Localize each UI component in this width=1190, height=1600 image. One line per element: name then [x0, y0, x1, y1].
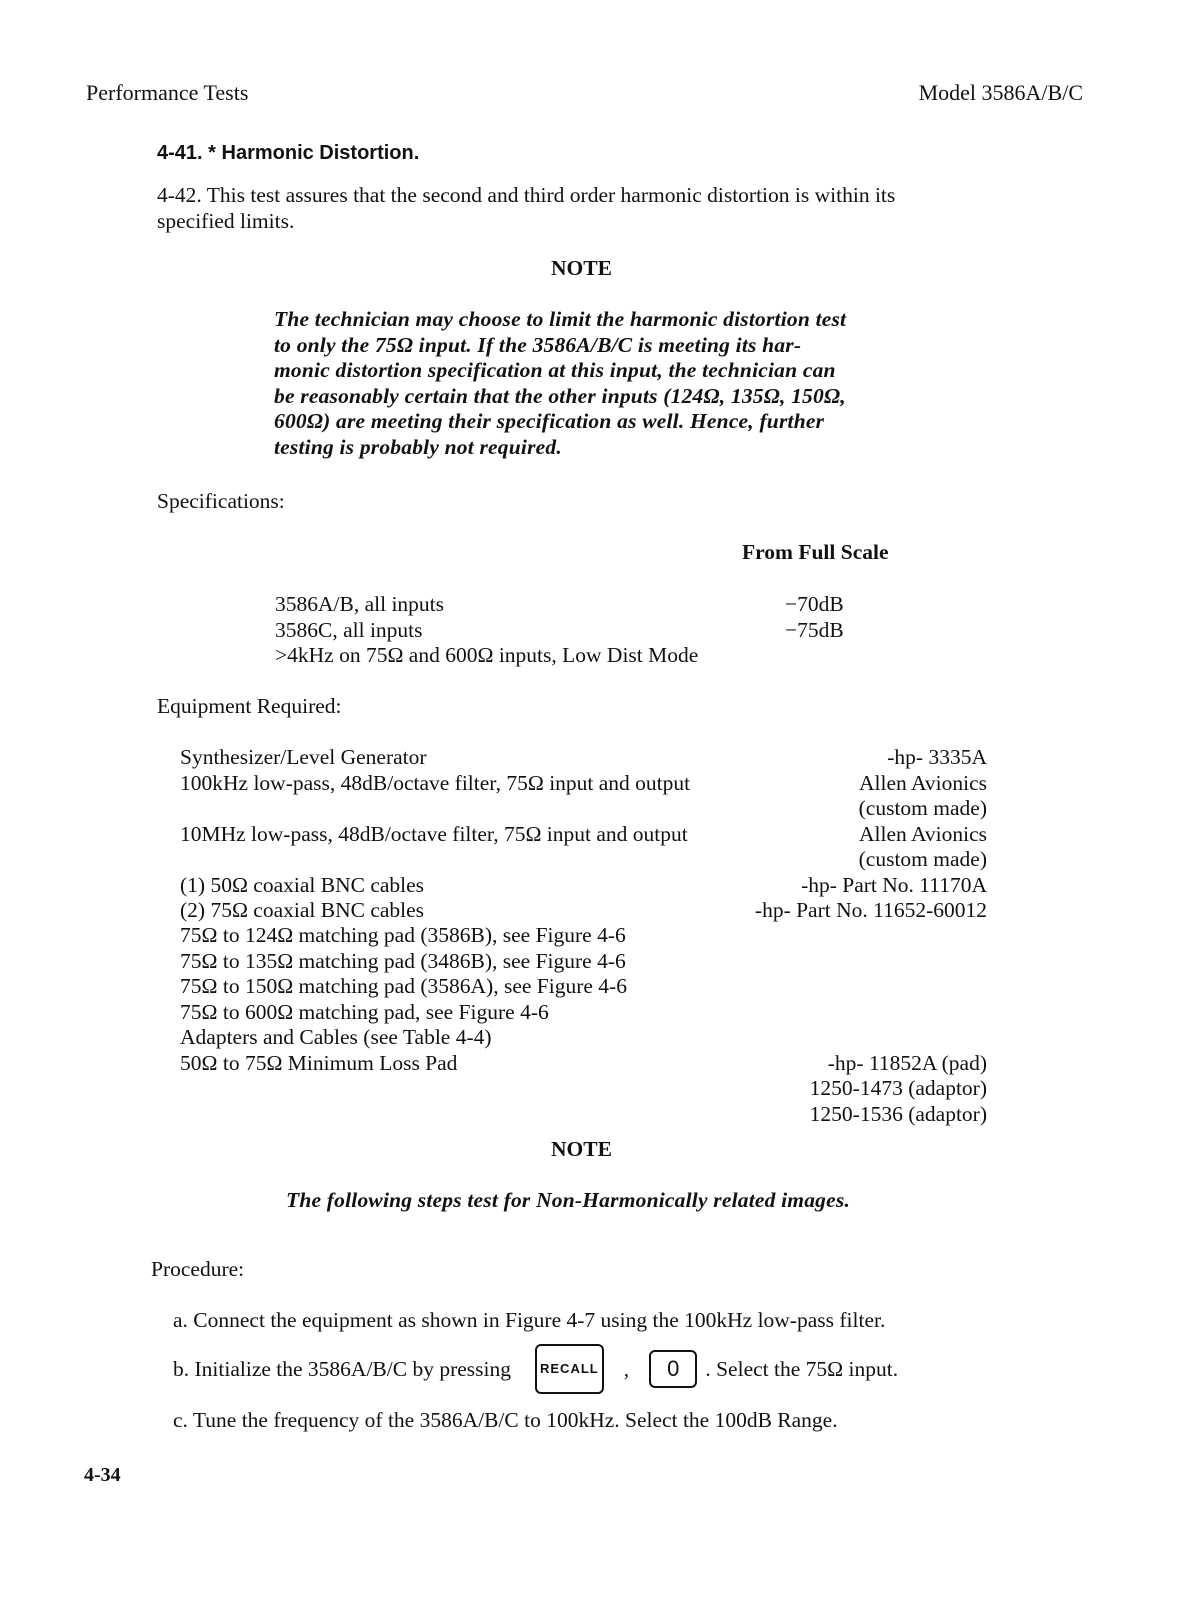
equipment-item: (2) 75Ω coaxial BNC cables — [180, 898, 425, 922]
equipment-value: Allen Avionics — [859, 771, 987, 795]
spec-item: >4kHz on 75Ω and 600Ω inputs, Low Dist Mode — [275, 643, 699, 667]
procedure-label: Procedure: — [151, 1257, 245, 1281]
recall-key-icon: RECALL — [535, 1344, 604, 1394]
equipment-value: (custom made) — [858, 796, 987, 820]
equipment-item: 75Ω to 124Ω matching pad (3586B), see Figure 4-6 — [180, 923, 626, 947]
equipment-value: 1250-1473 (adaptor) — [809, 1076, 987, 1100]
equipment-value: (custom made) — [858, 847, 987, 871]
specifications-label: Specifications: — [157, 489, 285, 513]
equipment-item: 75Ω to 600Ω matching pad, see Figure 4-6 — [180, 1000, 549, 1024]
spec-column-header: From Full Scale — [742, 540, 889, 564]
intro-line-1: 4-42. This test assures that the second and third order harmonic distortion is within its — [157, 183, 896, 207]
note-line: 600Ω) are meeting their specification as well. Hence, further — [274, 409, 825, 433]
equipment-item: (1) 50Ω coaxial BNC cables — [180, 873, 425, 897]
equipment-value: 1250-1536 (adaptor) — [809, 1102, 987, 1126]
spec-item: 3586C, all inputs — [275, 618, 423, 642]
spec-value: −70dB — [785, 592, 844, 616]
zero-key-icon: 0 — [649, 1350, 697, 1388]
equipment-value: -hp- 11852A (pad) — [827, 1051, 987, 1075]
note-text: The following steps test for Non-Harmonically related images. — [286, 1188, 851, 1212]
procedure-step-c: c. Tune the frequency of the 3586A/B/C to 100kHz. Select the 100dB Range. — [173, 1408, 838, 1432]
equipment-item: 75Ω to 150Ω matching pad (3586A), see Figure 4-6 — [180, 974, 627, 998]
equipment-value: -hp- Part No. 11170A — [801, 873, 987, 897]
equipment-item: 100kHz low-pass, 48dB/octave filter, 75Ω input and output — [180, 771, 691, 795]
spec-value: −75dB — [785, 618, 844, 642]
step-b-prefix: b. Initialize the 3586A/B/C by pressing — [173, 1357, 511, 1381]
page-number: 4-34 — [84, 1464, 121, 1486]
equipment-value: -hp- 3335A — [887, 745, 987, 769]
equipment-item: Adapters and Cables (see Table 4-4) — [180, 1025, 492, 1049]
note-heading: NOTE — [551, 256, 612, 280]
equipment-label: Equipment Required: — [157, 694, 342, 718]
equipment-item: 75Ω to 135Ω matching pad (3486B), see Figure 4-6 — [180, 949, 626, 973]
note-line: be reasonably certain that the other inputs (124Ω, 135Ω, 150Ω, — [274, 384, 846, 408]
equipment-item: Synthesizer/Level Generator — [180, 745, 427, 769]
procedure-step-a: a. Connect the equipment as shown in Figure 4-7 using the 100kHz low-pass filter. — [173, 1308, 886, 1332]
equipment-item: 50Ω to 75Ω Minimum Loss Pad — [180, 1051, 458, 1075]
equipment-value: Allen Avionics — [859, 822, 987, 846]
section-number: 4-41. — [157, 142, 203, 164]
section-heading — [157, 142, 419, 165]
equipment-value: -hp- Part No. 11652-60012 — [754, 898, 987, 922]
step-b-suffix: . Select the 75Ω input. — [705, 1357, 899, 1381]
note-heading: NOTE — [551, 1137, 612, 1161]
spec-item: 3586A/B, all inputs — [275, 592, 445, 616]
equipment-item: 10MHz low-pass, 48dB/octave filter, 75Ω input and output — [180, 822, 688, 846]
step-b-comma: , — [623, 1357, 630, 1381]
section-title: * Harmonic Distortion. — [208, 142, 420, 164]
header-left: Performance Tests — [86, 80, 249, 105]
note-line: to only the 75Ω input. If the 3586A/B/C is meeting its har- — [274, 333, 802, 357]
note-line: testing is probably not required. — [274, 435, 562, 459]
intro-line-2: specified limits. — [157, 209, 295, 233]
header-right: Model 3586A/B/C — [918, 80, 1083, 105]
note-line: monic distortion specification at this input, the technician can — [274, 358, 836, 382]
note-line: The technician may choose to limit the harmonic distortion test — [274, 307, 847, 331]
procedure-step-b — [173, 1344, 898, 1394]
